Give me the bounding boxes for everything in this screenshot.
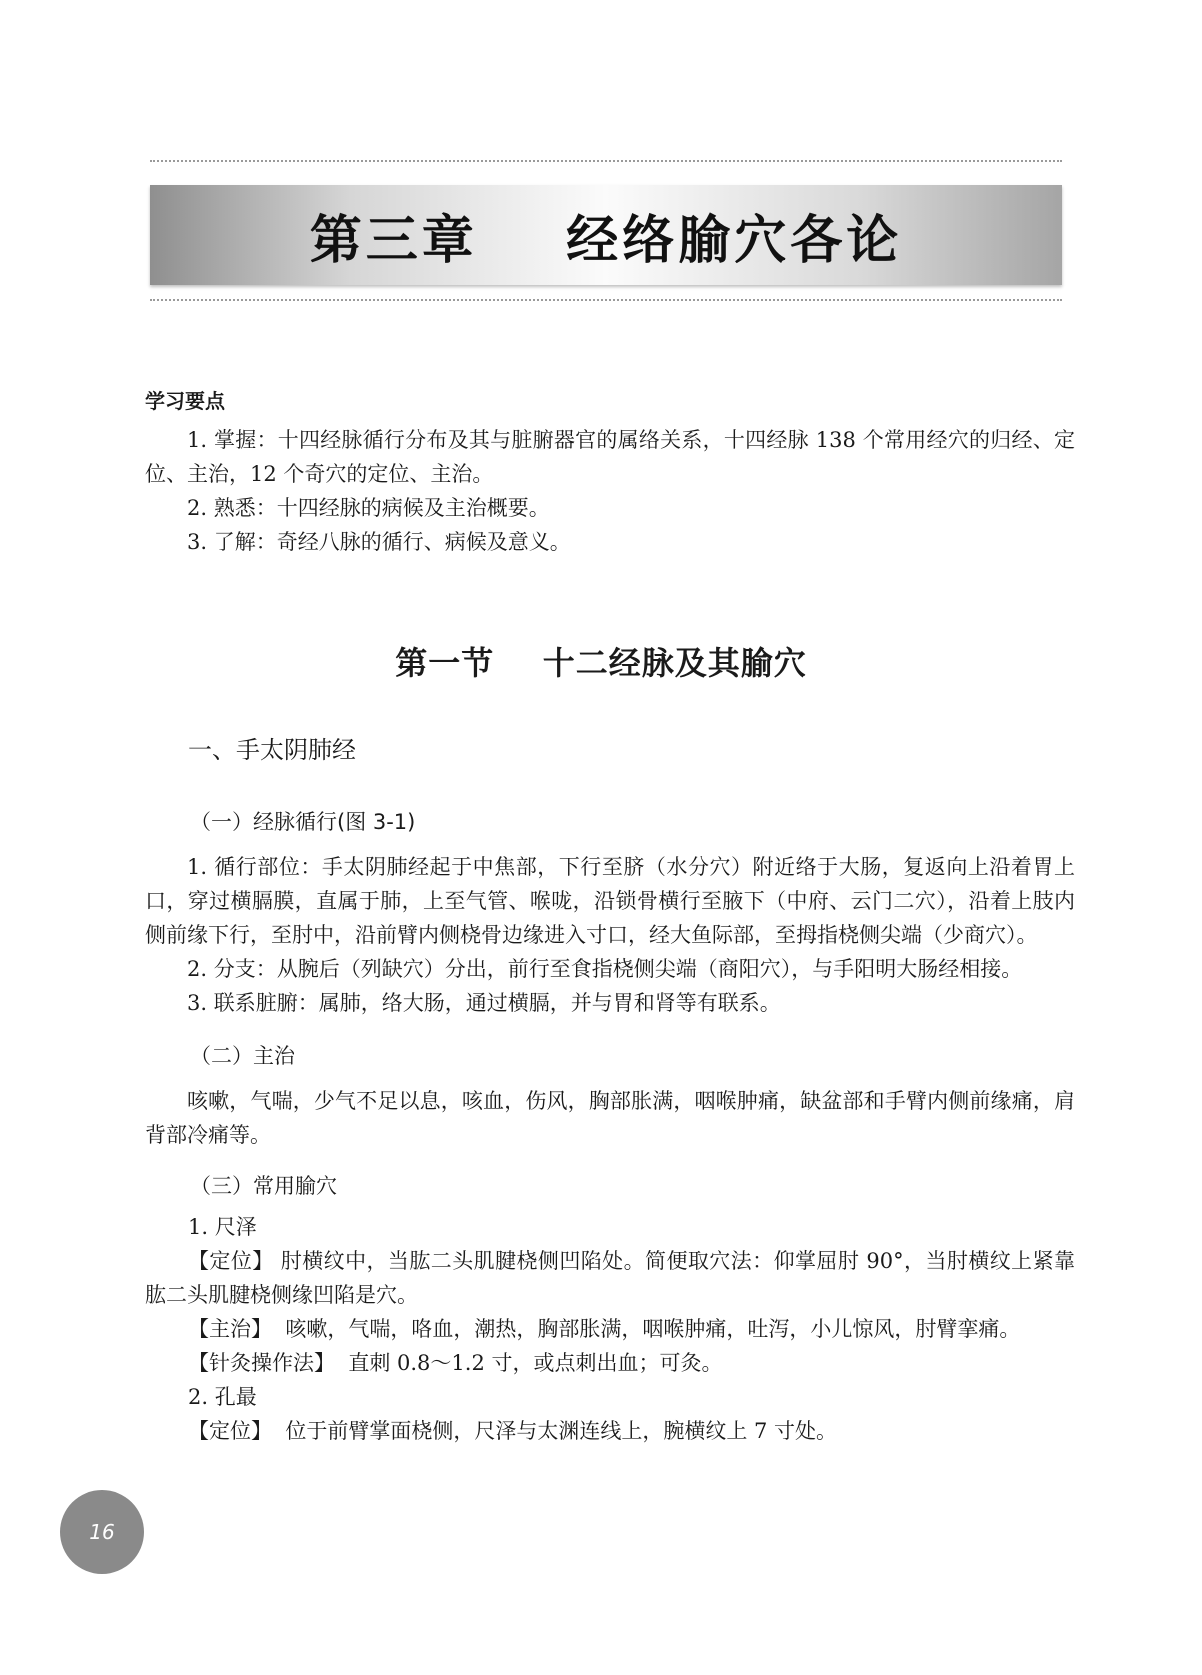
study-point-2: 2. 熟悉：十四经脉的病候及主治概要。 bbox=[187, 496, 550, 520]
indications-text: 咳嗽，气喘，少气不足以息，咳血，伤风，胸部胀满，咽喉肿痛，缺盆部和手臂内侧前缘痛，肩背部冷痛等。 bbox=[145, 1089, 1075, 1147]
study-point-1: 1. 掌握：十四经脉循行分布及其与脏腑器官的属络关系，十四经脉 138 个常用经穴的归经、定位、主治，12 个奇穴的定位、主治。 bbox=[145, 428, 1075, 486]
bottom-dotted-rule bbox=[150, 299, 1062, 301]
study-point-3: 3. 了解：奇经八脉的循行、病候及意义。 bbox=[187, 530, 571, 554]
acupoint-chize-title: 1. 尺泽 bbox=[188, 1215, 257, 1239]
meridian-course-item-2: 2. 分支：从腕后（列缺穴）分出，前行至食指桡侧尖端（商阳穴），与手阳明大肠经相接。 bbox=[187, 957, 1023, 981]
page-number-badge bbox=[60, 1490, 144, 1574]
meridian-course-item-1: 1. 循行部位：手太阴肺经起于中焦部，下行至脐（水分穴）附近络于大肠，复返向上沿着胃上口，穿过横膈膜，直属于肺，上至气管、喉咙，沿锁骨横行至腋下（中府、云门二穴），沿着上肢内侧前缘下行，至肘中，沿前臂内侧桡骨边缘进入寸口，经大鱼际部，至拇指桡侧尖端（少商穴）。 bbox=[145, 855, 1075, 947]
section-title: 第一节 十二经脉及其腧穴 bbox=[395, 644, 807, 682]
acupoints-heading: （三）常用腧穴 bbox=[190, 1174, 337, 1198]
acupoint-chize-indication: 【主治】 咳嗽，气喘，咯血，潮热，胸部胀满，咽喉肿痛，吐泻，小儿惊风，肘臂挛痛。 bbox=[188, 1317, 1021, 1341]
page-number: 16 bbox=[89, 1520, 115, 1544]
acupoint-chize-location: 【定位】 肘横纹中，当肱二头肌腱桡侧凹陷处。简便取穴法：仰掌屈肘 90°，当肘横纹上紧靠肱二头肌腱桡侧缘凹陷是穴。 bbox=[145, 1249, 1075, 1307]
acupoint-kongzui-title: 2. 孔最 bbox=[188, 1385, 257, 1409]
meridian-course-heading: （一）经脉循行(图 3-1) bbox=[190, 810, 416, 834]
meridian-course-item-3: 3. 联系脏腑：属肺，络大肠，通过横膈，并与胃和肾等有联系。 bbox=[187, 991, 781, 1015]
study-points-heading: 学习要点 bbox=[145, 389, 225, 413]
chapter-banner bbox=[150, 185, 1062, 285]
top-dotted-rule bbox=[150, 160, 1062, 162]
indications-heading: （二）主治 bbox=[190, 1044, 295, 1068]
acupoint-kongzui-location: 【定位】 位于前臂掌面桡侧，尺泽与太渊连线上，腕横纹上 7 寸处。 bbox=[188, 1419, 838, 1443]
chapter-title: 第三章 经络腧穴各论 bbox=[309, 210, 903, 271]
meridian-heading: 一、手太阴肺经 bbox=[188, 736, 356, 764]
acupoint-chize-method: 【针灸操作法】 直刺 0.8～1.2 寸，或点刺出血；可灸。 bbox=[188, 1351, 723, 1375]
